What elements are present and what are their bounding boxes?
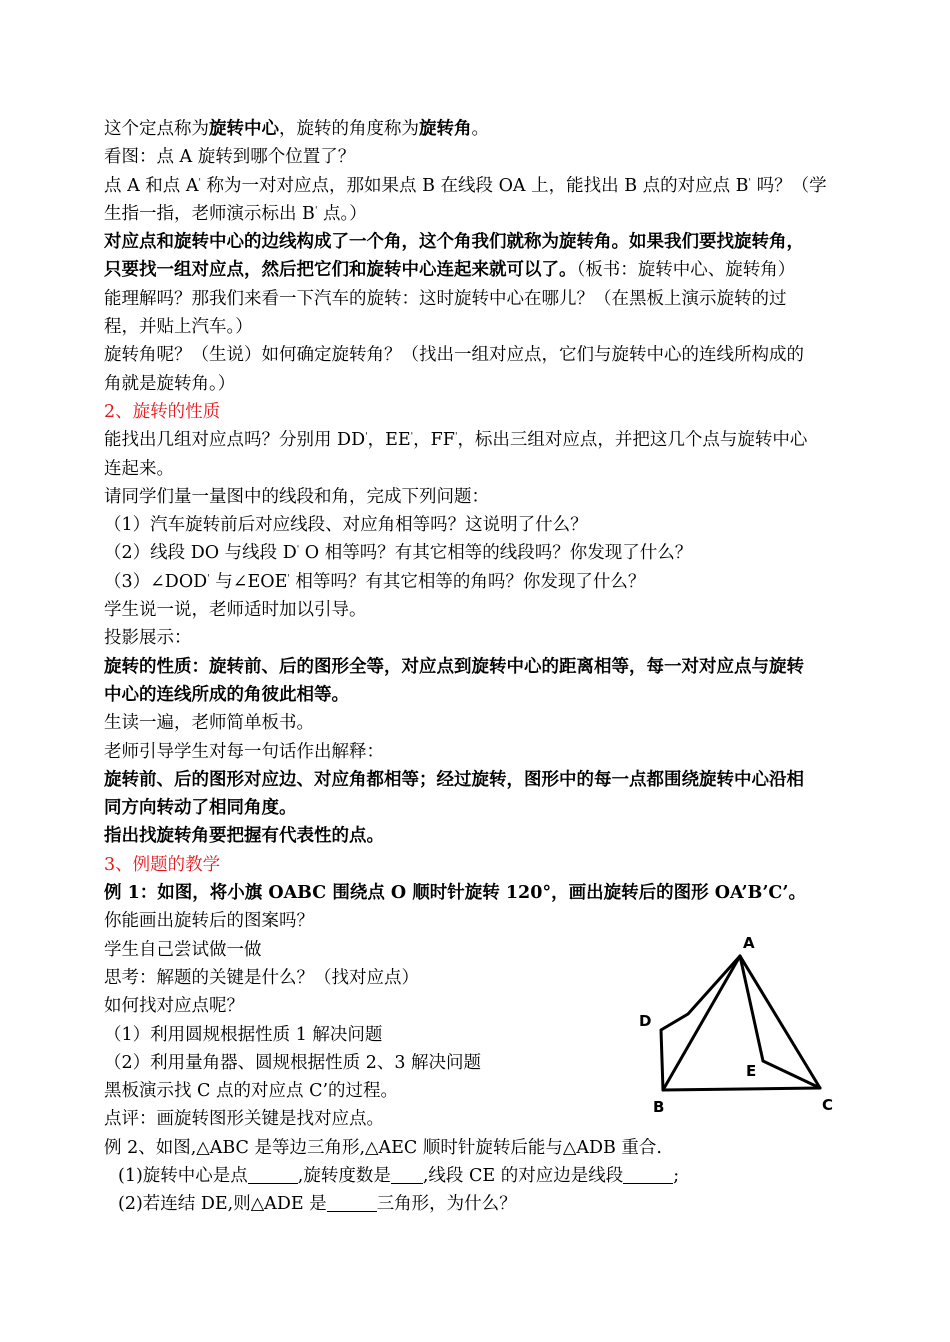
text-line: 连起来。 (104, 458, 174, 479)
text-line: 点 A 和点 A' 称为一对对应点，那如果点 B 在线段 OA 上，能找出 B 点的对应点 B' 吗？（学 (104, 175, 827, 196)
text-line: （2）利用量角器、圆规根据性质 2、3 解决问题 (104, 1052, 482, 1073)
text-line: 如何找对应点呢？ (104, 996, 244, 1017)
text-line: 同方向转动了相同角度。 (104, 798, 297, 819)
text-line: 生指一指，老师演示标出 B' 点。） (104, 203, 367, 224)
answer-blank (391, 1164, 423, 1184)
text-line: 能找出几组对应点吗？分别用 DD'，EE'，FF'，标出三组对应点，并把这几个点与旋转中心 (104, 430, 808, 451)
text-line: 你能画出旋转后的图案吗？ (104, 911, 314, 932)
text-line: 老师引导学生对每一句话作出解释： (104, 741, 384, 762)
text-line: （1）汽车旋转前后对应线段、对应角相等吗？这说明了什么？ (104, 515, 588, 536)
text-line: 学生自己尝试做一做 (104, 939, 262, 960)
text-line: 请同学们量一量图中的线段和角，完成下列问题： (104, 486, 489, 507)
segment-bc (663, 1088, 820, 1090)
label-d: D (639, 1012, 652, 1030)
term-rotation-center: 旋转中心 (209, 119, 279, 139)
text-line: 黑板演示找 C 点的对应点 C’的过程。 (104, 1081, 399, 1102)
label-e: E (746, 1062, 757, 1080)
text-line: （3）∠DOD' 与∠EOE' 相等吗？有其它相等的角吗？你发现了什么？ (104, 571, 646, 592)
answer-blank (327, 1192, 377, 1212)
text-line: 旋转角呢？（生说）如何确定旋转角？（找出一组对应点，它们与旋转中心的连线所构成的 (104, 345, 804, 366)
section-heading: 2、旋转的性质 (104, 401, 221, 422)
triangle-diagram (630, 930, 850, 1120)
text-line: 角就是旋转角。） (104, 373, 236, 394)
text-line: （2）线段 DO 与线段 D' O 相等吗？有其它相等的线段吗？你发现了什么？ (104, 543, 693, 564)
text-line: （1）利用圆规根据性质 1 解决问题 (104, 1024, 383, 1045)
text-line: 对应点和旋转中心的边线构成了一个角，这个角我们就称为旋转角。如果我们要找旋转角， (104, 232, 804, 253)
answer-blank (623, 1164, 673, 1184)
label-a: A (743, 934, 755, 952)
section-heading: 3、例题的教学 (104, 854, 221, 875)
geometry-figure (630, 930, 850, 1120)
label-b: B (653, 1098, 665, 1116)
term-rotation-angle: 旋转角 (419, 119, 472, 139)
text-line: 生读一遍，老师简单板书。 (104, 713, 314, 734)
text-line: 程，并贴上汽车。） (104, 317, 253, 338)
text-line: 中心的连线所成的角彼此相等。 (104, 684, 349, 705)
text-line: 旋转的性质：旋转前、后的图形全等，对应点到旋转中心的距离相等，每一对对应点与旋转 (104, 656, 804, 677)
answer-blank (248, 1164, 298, 1184)
text-line: 学生说一说，老师适时加以引导。 (104, 600, 367, 621)
text-line: 能理解吗？那我们来看一下汽车的旋转：这时旋转中心在哪儿？（在黑板上演示旋转的过 (104, 288, 787, 309)
text-line: 看图：点 A 旋转到哪个位置了？ (104, 147, 356, 168)
example-2-title: 例 2、如图,△ABC 是等边三角形,△AEC 顺时针旋转后能与△ADB 重合. (104, 1137, 662, 1158)
text-line: 投影展示： (104, 628, 192, 649)
example-1-title: 例 1：如图，将小旗 OABC 围绕点 O 顺时针旋转 120°，画出旋转后的图形 OA’B’C’。 (104, 883, 806, 904)
text-line: 只要找一组对应点，然后把它们和旋转中心连起来就可以了。（板书：旋转中心、旋转角） (104, 260, 796, 281)
text-line: 点评：画旋转图形关键是找对应点。 (104, 1109, 384, 1130)
text-line: 这个定点称为旋转中心，旋转的角度称为旋转角。 (104, 119, 489, 139)
text-line: 旋转前、后的图形对应边、对应角都相等；经过旋转，图形中的每一点都围绕旋转中心沿相 (104, 769, 804, 790)
text-line: (1)旋转中心是点 ,旋转度数是 ,线段 CE 的对应边是线段 ; (118, 1165, 680, 1186)
label-c: C (822, 1096, 834, 1114)
text-line: 思考：解题的关键是什么？（找对应点） (104, 967, 419, 988)
text-line: 指出找旋转角要把握有代表性的点。 (104, 826, 384, 847)
text-line: (2)若连结 DE,则△ADE 是 三角形，为什么？ (118, 1194, 517, 1215)
